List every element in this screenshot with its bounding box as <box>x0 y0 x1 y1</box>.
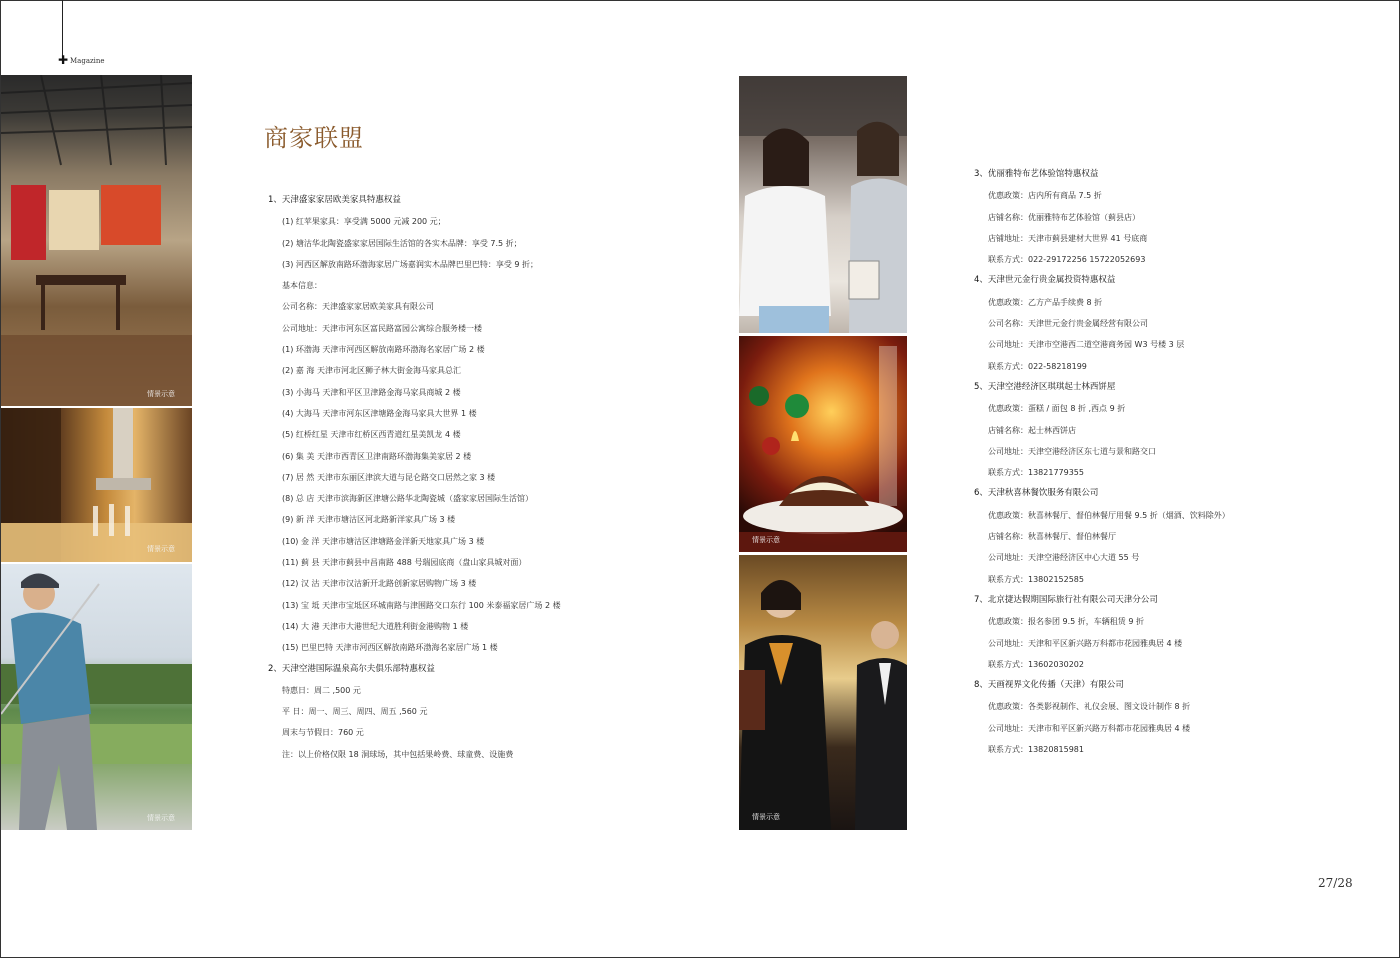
text-line: (14) 大 港 天津市大港世纪大道胜利街金港购物 1 楼 <box>282 621 469 631</box>
text-line: (2) 嘉 海 天津市河北区狮子林大街金海马家具总汇 <box>282 366 461 376</box>
text-line: 联系方式：13802152585 <box>988 574 1084 584</box>
text-line: 店铺名称：起士林西饼店 <box>988 425 1076 435</box>
text-line: 联系方式：022-29172256 15722052693 <box>988 255 1146 265</box>
text-line: 公司地址：天津市空港西二道空港商务园 W3 号楼 3 层 <box>988 340 1185 350</box>
kitchen-photo <box>1 408 192 562</box>
golfer-photo <box>1 564 192 830</box>
photo-caption: 情景示意 <box>147 814 175 822</box>
text-line: 基本信息： <box>282 281 322 291</box>
section-heading: 8、天画视界文化传播（天津）有限公司 <box>974 680 1124 691</box>
hotel-staff-photo <box>739 555 907 830</box>
page-title: 商家联盟 <box>264 124 364 152</box>
text-line: 优惠政策：店内所有商品 7.5 折 <box>988 191 1102 201</box>
section-heading: 3、优丽雅特布艺体验馆特惠权益 <box>974 169 1099 179</box>
text-line: 店铺名称：优丽雅特布艺体验馆（蓟县店） <box>988 212 1140 222</box>
text-line: 优惠政策：秋喜林餐厅、督伯林餐厅用餐 9.5 折（烟酒、饮料除外） <box>988 510 1230 520</box>
text-line: 优惠政策：各类影视制作、礼仪会展、图文设计制作 8 折 <box>988 702 1191 712</box>
photo-caption: 情景示意 <box>147 390 175 398</box>
header-rule <box>62 0 63 60</box>
section-heading: 2、天津空港国际温泉高尔夫俱乐部特惠权益 <box>268 663 435 674</box>
text-line: (8) 总 店 天津市滨海新区津塘公路华北陶瓷城（盛家家居国际生活馆） <box>282 494 533 504</box>
section-heading: 4、天津世元金行贵金属投资特惠权益 <box>974 275 1116 286</box>
text-line: (1) 红苹果家具：享受满 5000 元减 200 元； <box>282 217 446 227</box>
photo-caption: 情景示意 <box>752 813 780 821</box>
text-line: (7) 居 然 天津市东丽区津滨大道与昆仑路交口居然之家 3 楼 <box>282 472 496 482</box>
text-line: (9) 新 洋 天津市塘沽区河北路新洋家具广场 3 楼 <box>282 515 456 525</box>
text-line: 公司地址：天津市和平区新兴路万科都市花园雅典居 4 楼 <box>988 723 1191 733</box>
right-text-column <box>974 164 1230 760</box>
section-heading: 1、天津盛家家居欧美家具特惠权益 <box>268 195 401 205</box>
section-heading: 7、北京捷达假期国际旅行社有限公司天津分公司 <box>974 594 1158 605</box>
magazine-label: Magazine <box>70 57 105 65</box>
text-line: (3) 河西区解放南路环渤海家居广场嘉润实木品牌巴里巴特：享受 9 折； <box>282 259 539 269</box>
text-line: (11) 蓟 县 天津市蓟县中昌南路 488 号瑞园底商（盘山家具城对面） <box>282 558 527 568</box>
text-line: 联系方式：13820815981 <box>988 745 1084 755</box>
text-line: 联系方式：13602030202 <box>988 659 1084 669</box>
text-line: 优惠政策：乙方产品手续费 8 折 <box>988 297 1103 307</box>
christmas-pudding-photo <box>739 336 907 552</box>
text-line: 平 日：周一、周三、周四、周五 ,560 元 <box>282 707 428 717</box>
text-line: (6) 集 美 天津市西青区卫津南路环渤海集美家居 2 楼 <box>282 451 472 461</box>
photo-caption: 情景示意 <box>752 536 780 544</box>
text-line: (12) 汉 沽 天津市汉沽新开北路创新家居购物广场 3 楼 <box>282 579 477 589</box>
page-number: 27/28 <box>1318 876 1353 890</box>
text-line: (1) 环渤海 天津市河西区解放南路环渤海名家居广场 2 楼 <box>282 345 485 355</box>
text-line: (3) 小海马 天津和平区卫津路金海马家具商城 2 楼 <box>282 387 461 397</box>
text-line: 周末与节假日：760 元 <box>282 728 364 738</box>
text-line: (4) 大海马 天津市河东区津塘路金海马家具大世界 1 楼 <box>282 408 477 418</box>
text-line: 公司地址：天津空港经济区中心大道 55 号 <box>988 553 1140 563</box>
text-line: (5) 红桥红星 天津市红桥区西青道红星美凯龙 4 楼 <box>282 430 461 440</box>
text-line: 公司地址：天津市河东区富民路富园公寓综合服务楼一楼 <box>282 323 482 333</box>
text-line: (10) 金 洋 天津市塘沽区津塘路金洋新天地家具广场 3 楼 <box>282 536 485 546</box>
text-line: 店铺地址：天津市蓟县建材大世界 41 号底商 <box>988 233 1148 243</box>
text-line: 店铺名称：秋喜林餐厅、督伯林餐厅 <box>988 532 1116 542</box>
text-line: (15) 巴里巴特 天津市河西区解放南路环渤海名家居广场 1 楼 <box>282 643 498 653</box>
text-line: 优惠政策：蛋糕 / 面包 8 折 ,西点 9 折 <box>988 404 1126 414</box>
cross-icon: ✚ <box>58 53 69 67</box>
furniture-store-photo <box>1 75 192 406</box>
text-line: 公司名称：天津盛家家居欧美家具有限公司 <box>282 302 434 312</box>
text-line: 公司地址：天津空港经济区东七道与景和路交口 <box>988 446 1156 456</box>
left-text-column <box>268 190 561 765</box>
text-line: (2) 塘沽华北陶瓷盛家家居国际生活馆的各实木品牌：享受 7.5 折； <box>282 238 522 248</box>
text-line: (13) 宝 坻 天津市宝坻区环城南路与津围路交口东行 100 米泰福家居广场 2 楼 <box>282 600 561 610</box>
photo-caption: 情景示意 <box>147 545 175 553</box>
text-line: 联系方式：13821779355 <box>988 468 1084 478</box>
text-line: 联系方式：022-58218199 <box>988 361 1087 371</box>
section-heading: 5、天津空港经济区琪琪起士林西饼屋 <box>974 381 1116 392</box>
text-line: 注：以上价格仅限 18 洞球场，其中包括果岭费、球童费、设施费 <box>282 749 514 759</box>
text-line: 公司地址：天津和平区新兴路万科都市花园雅典居 4 楼 <box>988 638 1183 648</box>
text-line: 公司名称：天津世元金行贵金属经营有限公司 <box>988 319 1148 329</box>
section-heading: 6、天津秋喜林餐饮服务有限公司 <box>974 488 1099 499</box>
text-line: 特惠日：周二 ,500 元 <box>282 685 361 695</box>
shopping-women-photo <box>739 76 907 333</box>
text-line: 优惠政策：报名参团 9.5 折，车辆租赁 9 折 <box>988 617 1144 627</box>
